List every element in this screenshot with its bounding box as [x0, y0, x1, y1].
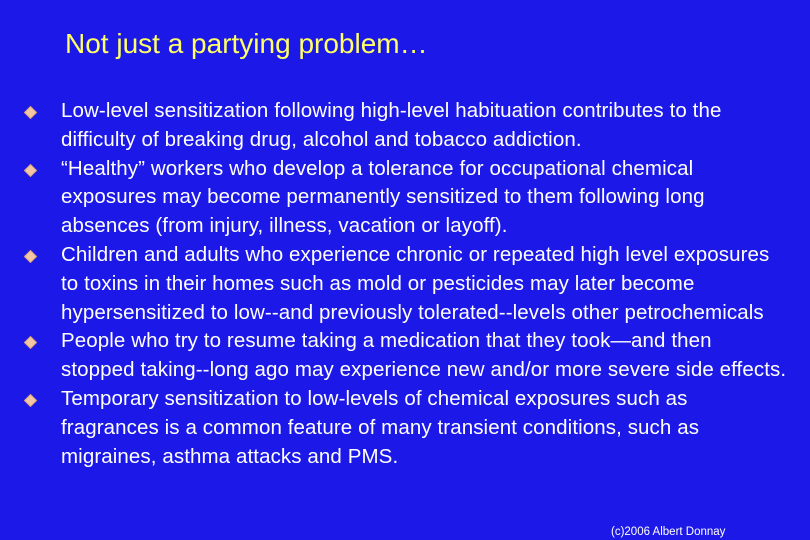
diamond-bullet-icon: [24, 164, 37, 177]
bullet-item: [0, 327, 810, 385]
bullet-text: Children and adults who experience chronic or repeated high level exposures to toxins in their homes such as mold or pesticides may later become hypersensitized to low--and previously tolerated--levels other petrochemicals: [61, 242, 770, 324]
copyright-footer: (c)2006 Albert Donnay: [611, 526, 726, 538]
diamond-bullet-icon: [24, 336, 37, 349]
slide-title: Not just a partying problem…: [65, 28, 428, 59]
bullet-text: Temporary sensitization to low-levels of chemical exposures such as fragrances is a common feature of many transient conditions, such as migraines, asthma attacks and PMS.: [61, 386, 700, 468]
bullet-list: [0, 97, 810, 471]
diamond-bullet-icon: [24, 250, 37, 263]
bullet-item: [0, 155, 810, 241]
diamond-bullet-icon: [24, 394, 37, 407]
bullet-item: [0, 385, 810, 471]
bullet-text: Low-level sensitization following high-level habituation contributes to the difficulty of breaking drug, alcohol and tobacco addiction.: [61, 99, 722, 151]
diamond-bullet-icon: [24, 106, 37, 119]
bullet-item: [0, 97, 810, 155]
bullet-text: “Healthy” workers who develop a tolerance for occupational chemical exposures may become permanently sensitized to them following long absences (from injury, illness, vacation or layoff).: [61, 156, 705, 238]
bullet-item: [0, 241, 810, 327]
bullet-text: People who try to resume taking a medication that they took—and then stopped taking--long ago may experience new and/or more severe side effects.: [61, 329, 787, 382]
